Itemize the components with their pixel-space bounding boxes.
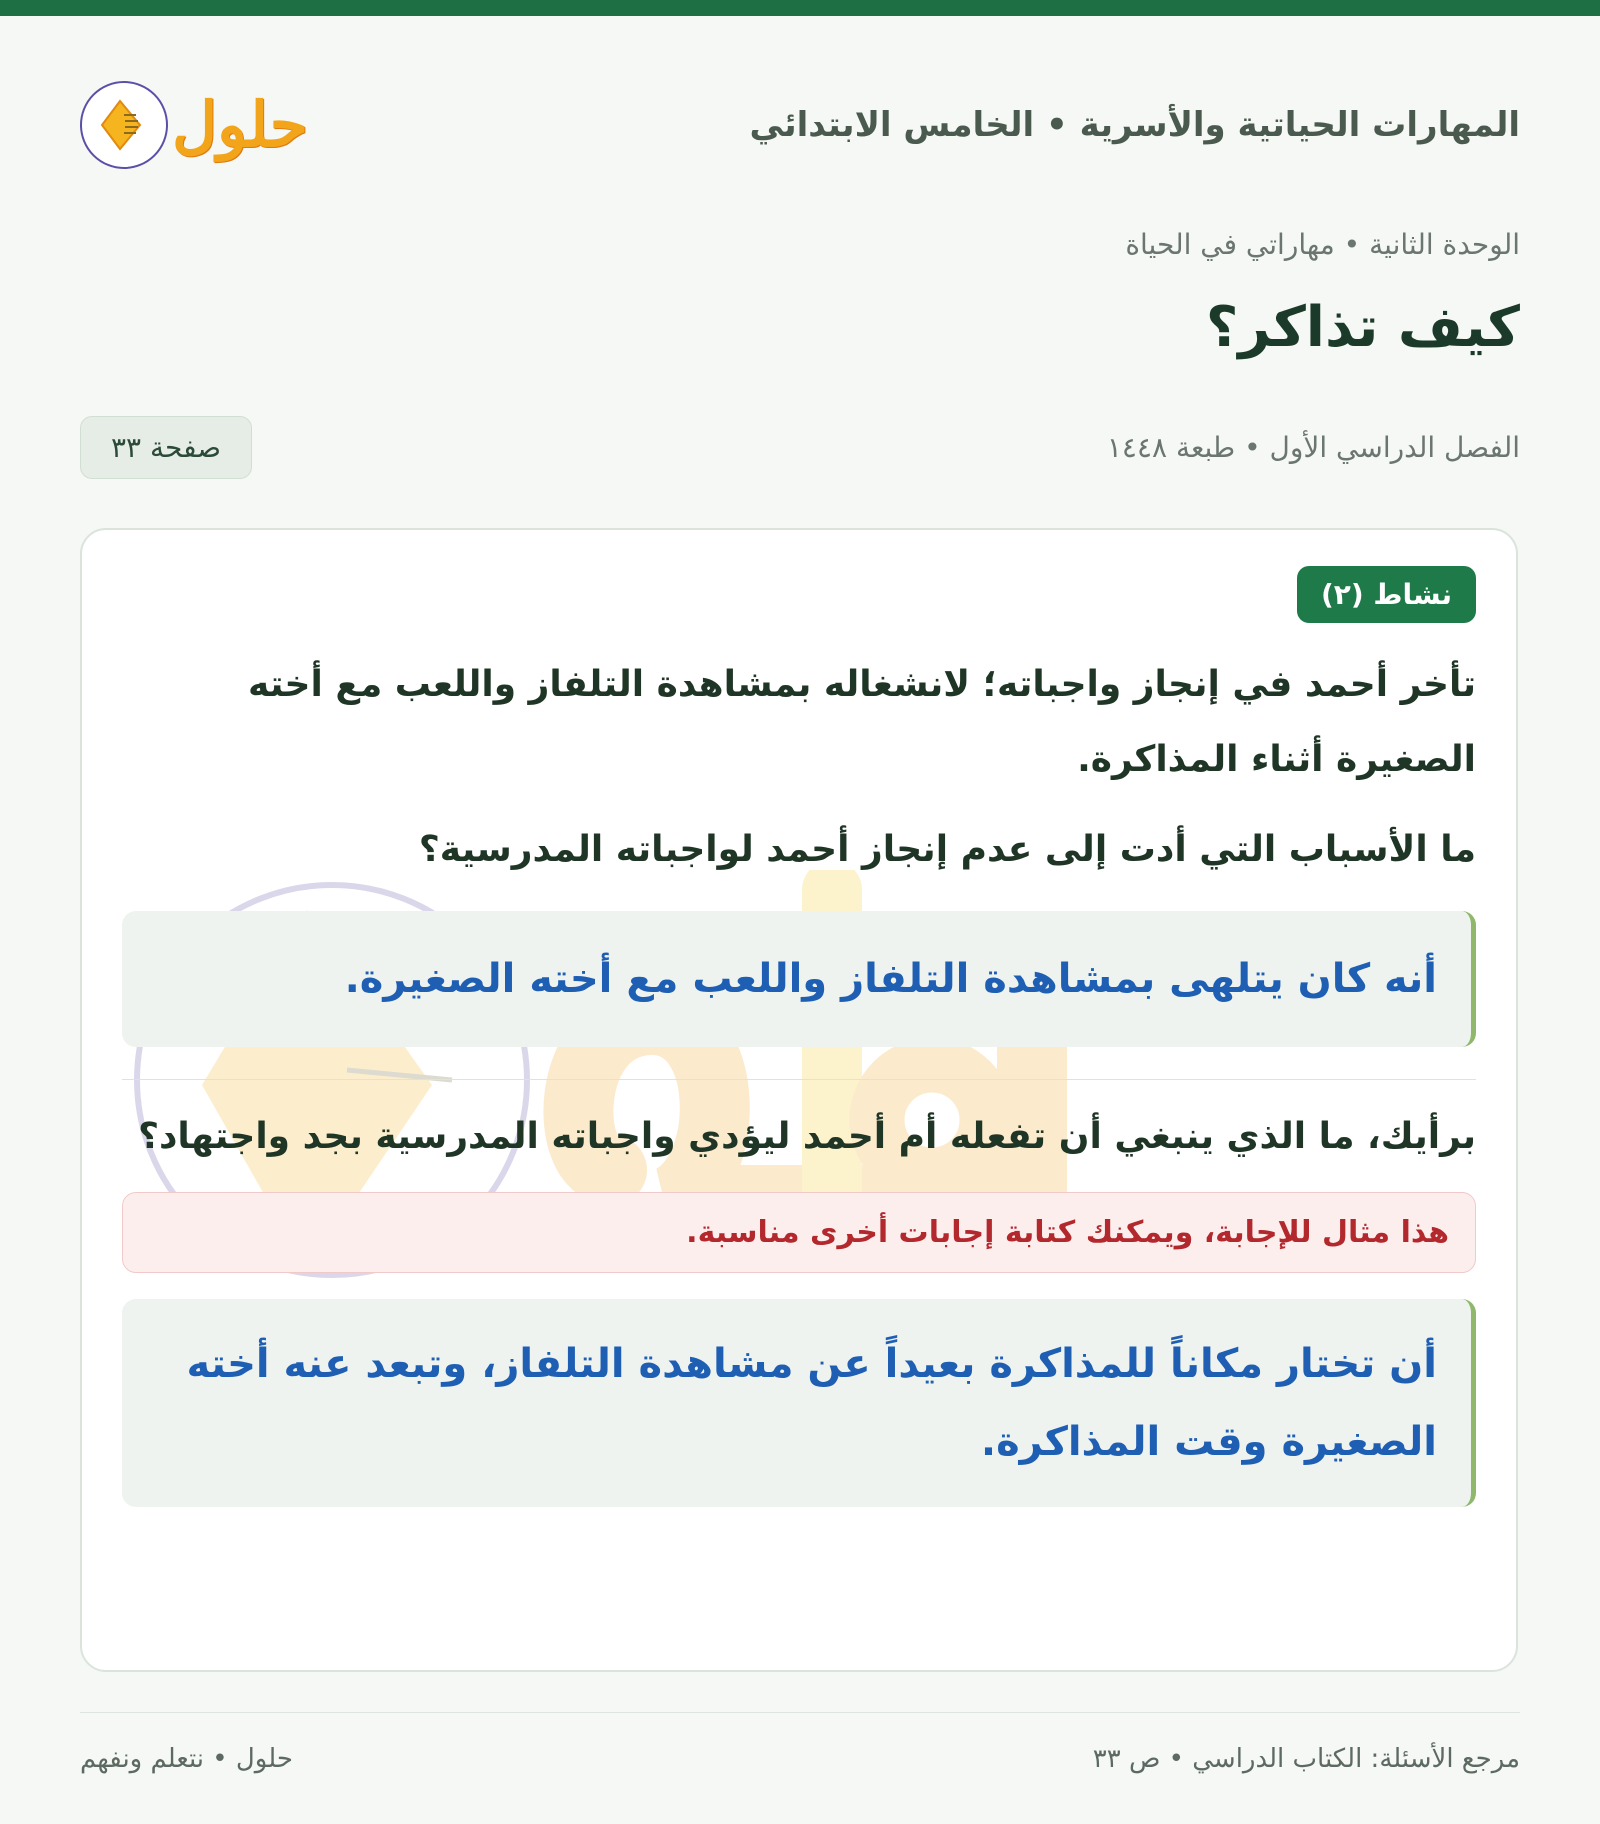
reference-note: مرجع الأسئلة: الكتاب الدراسي • ص ٣٣ xyxy=(1092,1744,1520,1774)
scenario-text: تأخر أحمد في إنجاز واجباته؛ لانشغاله بمشاهدة التلفاز واللعب مع أخته الصغيرة أثناء المذاكرة. xyxy=(248,664,1476,780)
footer-brand: حلول • نتعلم ونفهم xyxy=(80,1744,293,1774)
example-answer-note: هذا مثال للإجابة، ويمكنك كتابة إجابات أخرى مناسبة. xyxy=(122,1192,1476,1273)
page-header xyxy=(80,70,1520,180)
book-icon xyxy=(80,81,168,169)
footer-divider xyxy=(80,1712,1520,1713)
answer-causes: أنه كان يتلهى بمشاهدة التلفاز واللعب مع أخته الصغيرة. xyxy=(122,911,1476,1047)
subject-title: المهارات الحياتية والأسرية • الخامس الابتدائي xyxy=(749,105,1520,145)
answer-mother-role: أن تختار مكاناً للمذاكرة بعيداً عن مشاهدة التلفاز، وتبعد عنه أخته الصغيرة وقت المذاكرة. xyxy=(122,1299,1476,1507)
unit-breadcrumb: الوحدة الثانية • مهاراتي في الحياة xyxy=(1125,228,1520,261)
section-divider xyxy=(122,1079,1476,1080)
lesson-meta xyxy=(80,412,1520,482)
activity-card xyxy=(80,528,1518,1672)
logo-wordmark: حلول xyxy=(172,88,308,161)
question-mother-role: برأيك، ما الذي ينبغي أن تفعله أم أحمد ليؤدي واجباته المدرسية بجد واجتهاد؟ xyxy=(138,1116,1476,1157)
lesson-title: كيف تذاكر؟ xyxy=(1205,295,1520,360)
site-logo[interactable] xyxy=(80,81,308,169)
edition-line: الفصل الدراسي الأول • طبعة ١٤٤٨ xyxy=(1106,430,1520,464)
page-footer xyxy=(80,1744,1520,1774)
top-accent-bar xyxy=(0,0,1600,16)
question-causes: ما الأسباب التي أدت إلى عدم إنجاز أحمد لواجباته المدرسية؟ xyxy=(418,829,1476,870)
page-number-badge: صفحة ٣٣ xyxy=(80,416,252,479)
activity-content xyxy=(122,566,1476,1507)
activity-badge: نشاط (٢) xyxy=(1297,566,1476,623)
